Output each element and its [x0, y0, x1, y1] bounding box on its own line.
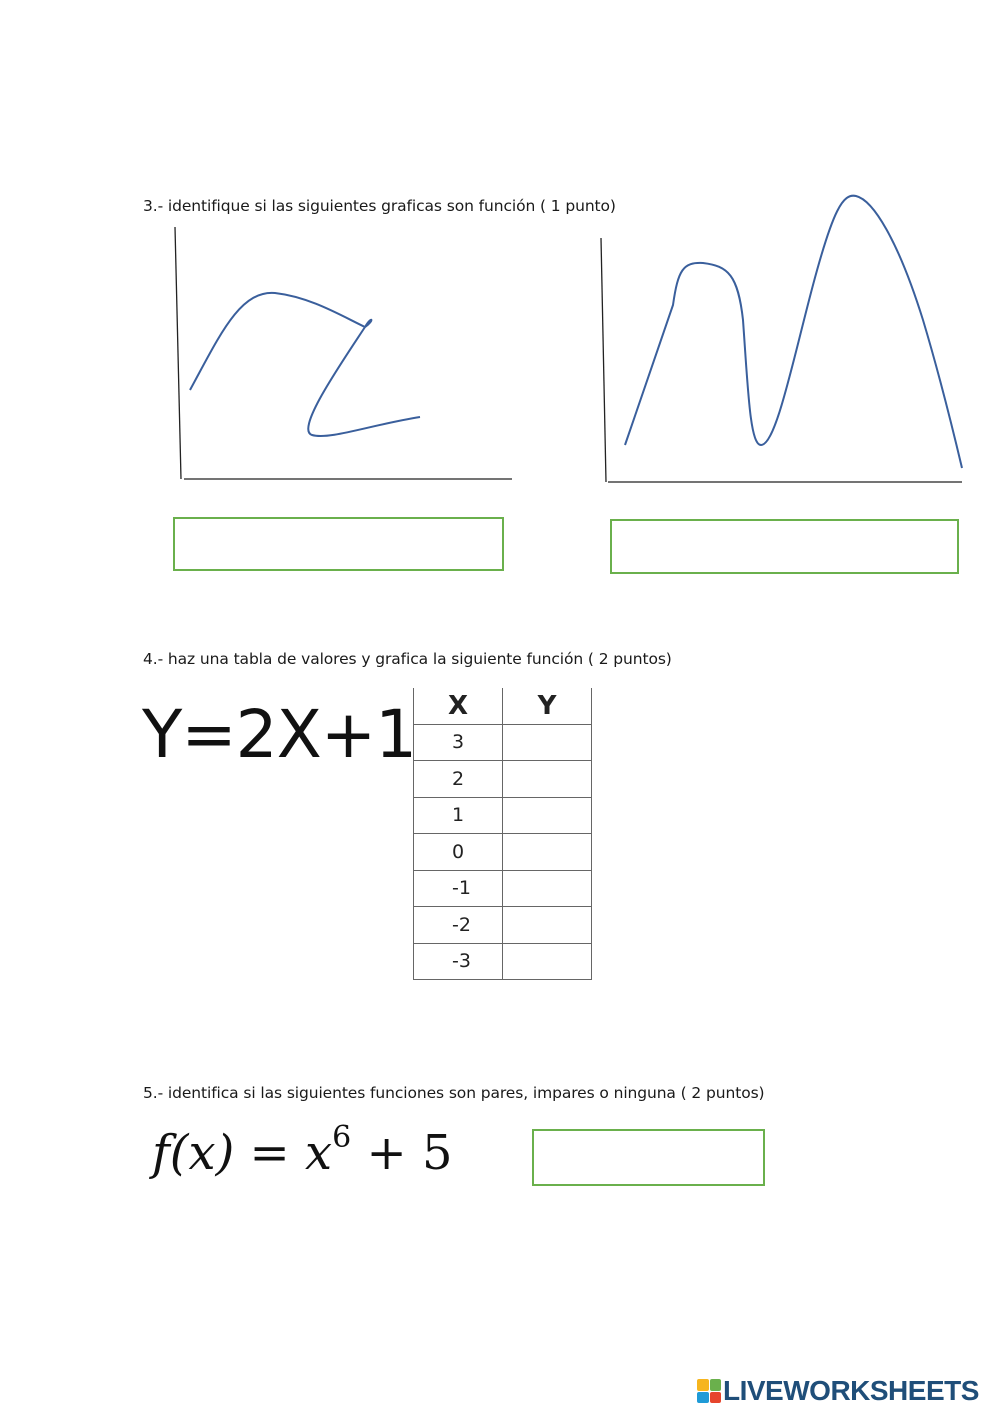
graph-1: [170, 225, 515, 485]
logo-tile: [710, 1392, 722, 1404]
liveworksheets-brand: [697, 1375, 979, 1407]
y-input-cell[interactable]: [503, 724, 592, 761]
graph-2: [598, 190, 968, 490]
header-x: X: [414, 688, 503, 724]
table-row: [414, 761, 592, 798]
y-input-cell[interactable]: [503, 943, 592, 980]
answer-box-graph-1[interactable]: [173, 517, 504, 571]
formula-base: x: [305, 1125, 333, 1181]
table-header-row: [414, 688, 592, 724]
x-value: -3: [414, 943, 503, 980]
table-row: [414, 724, 592, 761]
table-row: [414, 943, 592, 980]
x-value: 3: [414, 724, 503, 761]
graph-2-y-axis: [601, 238, 606, 482]
y-input-cell[interactable]: [503, 797, 592, 834]
question-5-text: 5.- identifica si las siguientes funciones son pares, impares o ninguna ( 2 puntos): [143, 1084, 765, 1102]
y-input-cell[interactable]: [503, 834, 592, 871]
table-row: [414, 834, 592, 871]
x-value: 0: [414, 834, 503, 871]
answer-box-graph-2[interactable]: [610, 519, 959, 574]
logo-tile: [710, 1379, 722, 1391]
linear-equation: Y=2X+1: [142, 696, 417, 773]
y-input-cell[interactable]: [503, 761, 592, 798]
x-value: 1: [414, 797, 503, 834]
table-row: [414, 870, 592, 907]
x-value: -2: [414, 907, 503, 944]
formula-rest: + 5: [351, 1125, 453, 1181]
table-row: [414, 797, 592, 834]
y-input-cell[interactable]: [503, 907, 592, 944]
logo-tile: [697, 1379, 709, 1391]
y-input-cell[interactable]: [503, 870, 592, 907]
logo-tile: [697, 1392, 709, 1404]
graph-1-curve: [190, 293, 420, 436]
x-value: -1: [414, 870, 503, 907]
graph-2-curve: [625, 196, 962, 468]
formula-lhs: f(x) =: [152, 1125, 306, 1181]
question-3-text: 3.- identifique si las siguientes graficas son función ( 1 punto): [143, 197, 616, 215]
question-4-text: 4.- haz una tabla de valores y grafica la siguiente función ( 2 puntos): [143, 650, 672, 668]
brand-text: LIVEWORKSHEETS: [723, 1375, 979, 1406]
formula-exponent: 6: [332, 1120, 352, 1155]
x-value: 2: [414, 761, 503, 798]
values-table: [413, 688, 592, 980]
header-y: Y: [503, 688, 592, 724]
answer-box-function-parity[interactable]: [532, 1129, 765, 1186]
graph-1-y-axis: [175, 227, 181, 479]
liveworksheets-logo-icon: [697, 1379, 721, 1403]
function-formula: [152, 1120, 452, 1181]
table-row: [414, 907, 592, 944]
